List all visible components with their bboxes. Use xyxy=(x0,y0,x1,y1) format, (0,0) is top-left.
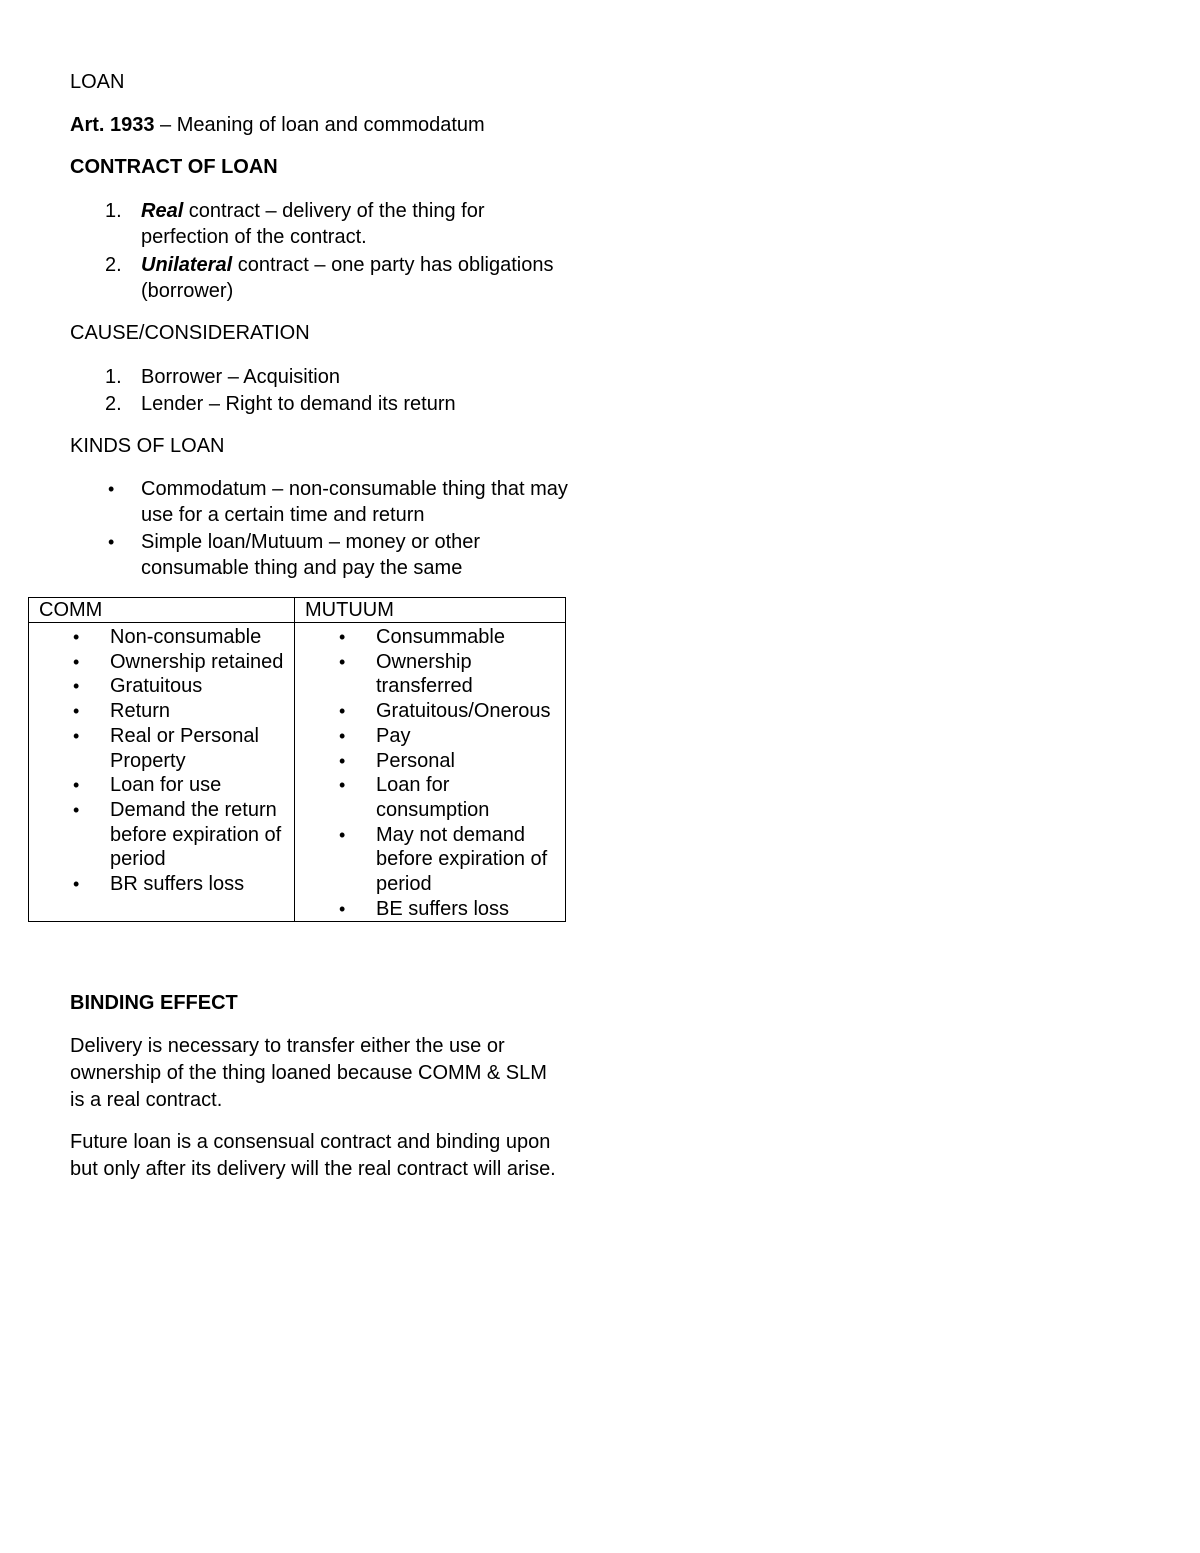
header-mutuum: MUTUUM xyxy=(295,598,566,623)
term-real: Real xyxy=(141,200,184,222)
bullet-icon: • xyxy=(73,627,80,647)
document-title: LOAN xyxy=(70,71,125,93)
binding-effect-paragraph-1 xyxy=(70,1033,560,1114)
list-item xyxy=(70,198,570,250)
item-text: Commodatum – non-consumable thing that may use for a certain time and return xyxy=(141,478,568,526)
table-row xyxy=(29,623,566,922)
article-line xyxy=(70,112,485,139)
binding-effect-paragraph-2 xyxy=(70,1129,560,1183)
bullet-icon: • xyxy=(73,701,80,722)
list-item xyxy=(29,872,294,897)
list-item xyxy=(29,773,294,798)
bullet-icon: • xyxy=(339,775,346,796)
list-item xyxy=(29,699,294,724)
bullet-icon: • xyxy=(339,824,346,845)
binding-effect-heading: BINDING EFFECT xyxy=(70,992,238,1014)
item-text: BE suffers loss xyxy=(376,897,510,920)
contract-of-loan-heading: CONTRACT OF LOAN xyxy=(70,156,278,178)
list-item xyxy=(29,798,294,872)
list-number: 1. xyxy=(105,366,122,388)
list-item xyxy=(295,773,565,822)
item-text: Non-consumable xyxy=(110,626,262,648)
paragraph: Future loan is a consensual contract and binding upon but only after its delivery will the real contract will arise. xyxy=(70,1131,556,1180)
item-text: Borrower – Acquisition xyxy=(141,366,340,388)
term-unilateral: Unilateral xyxy=(141,254,233,276)
item-text: Ownership retained xyxy=(110,650,284,673)
kinds-list xyxy=(70,476,570,581)
bullet-icon: • xyxy=(108,479,115,499)
list-item xyxy=(29,724,294,773)
item-text: Consummable xyxy=(376,626,505,648)
bullet-icon: • xyxy=(73,676,80,697)
bullet-icon: • xyxy=(73,725,80,746)
list-number: 2. xyxy=(105,254,122,276)
item-text: Loan for use xyxy=(110,774,222,797)
bullet-icon: • xyxy=(73,775,80,796)
list-item xyxy=(295,625,565,650)
bullet-icon: • xyxy=(73,799,80,820)
bullet-icon: • xyxy=(339,627,346,647)
item-text: Loan for consumption xyxy=(376,774,490,821)
list-number: 2. xyxy=(105,393,122,415)
list-item xyxy=(29,674,294,699)
item-text: Pay xyxy=(376,724,411,747)
bullet-icon: • xyxy=(73,651,80,672)
list-item xyxy=(295,699,565,724)
list-item xyxy=(295,724,565,749)
list-item xyxy=(29,650,294,675)
article-label: Art. 1933 xyxy=(70,114,155,136)
mutuum-cell xyxy=(295,623,566,922)
item-text: contract – delivery of the thing for perfection of the contract. xyxy=(141,200,485,248)
bullet-icon: • xyxy=(339,725,346,746)
paragraph: Delivery is necessary to transfer either the use or ownership of the thing loaned because COMM & SLM is a real contract. xyxy=(70,1035,547,1111)
list-item xyxy=(70,391,570,417)
contract-of-loan-list xyxy=(70,198,570,304)
list-item xyxy=(70,529,570,581)
cause-heading: CAUSE/CONSIDERATION xyxy=(70,322,310,344)
list-item xyxy=(295,897,565,922)
bullet-icon: • xyxy=(339,651,346,672)
item-text: BR suffers loss xyxy=(110,873,245,896)
comm-cell xyxy=(29,623,295,922)
list-number: 1. xyxy=(105,200,122,222)
list-item xyxy=(295,749,565,774)
kinds-heading: KINDS OF LOAN xyxy=(70,435,225,457)
list-item xyxy=(70,252,570,304)
item-text: Return xyxy=(110,700,171,723)
bullet-icon: • xyxy=(73,874,80,895)
header-comm: COMM xyxy=(29,598,295,623)
bullet-icon: • xyxy=(339,750,346,771)
item-text: contract – one party has obligations (borrower) xyxy=(141,254,554,302)
bullet-icon: • xyxy=(108,532,115,552)
item-text: Gratuitous xyxy=(110,675,203,698)
comparison-table xyxy=(28,597,566,922)
item-text: Demand the return before expiration of period xyxy=(110,798,282,871)
bullet-icon: • xyxy=(339,898,346,919)
list-item xyxy=(70,476,570,528)
item-text: Lender – Right to demand its return xyxy=(141,393,456,415)
item-text: Simple loan/Mutuum – money or other consumable thing and pay the same xyxy=(141,531,481,579)
item-text: May not demand before expiration of period xyxy=(376,823,548,896)
cause-list xyxy=(70,364,570,417)
item-text: Real or Personal Property xyxy=(110,724,259,772)
table-header-row xyxy=(29,598,566,623)
list-item xyxy=(29,625,294,650)
item-text: Gratuitous/Onerous xyxy=(376,700,551,723)
list-item xyxy=(295,823,565,897)
item-text: Ownership transferred xyxy=(376,650,473,698)
list-item xyxy=(70,364,570,390)
item-text: Personal xyxy=(376,749,455,772)
article-text: – Meaning of loan and commodatum xyxy=(154,114,485,136)
list-item xyxy=(295,650,565,699)
bullet-icon: • xyxy=(339,701,346,722)
